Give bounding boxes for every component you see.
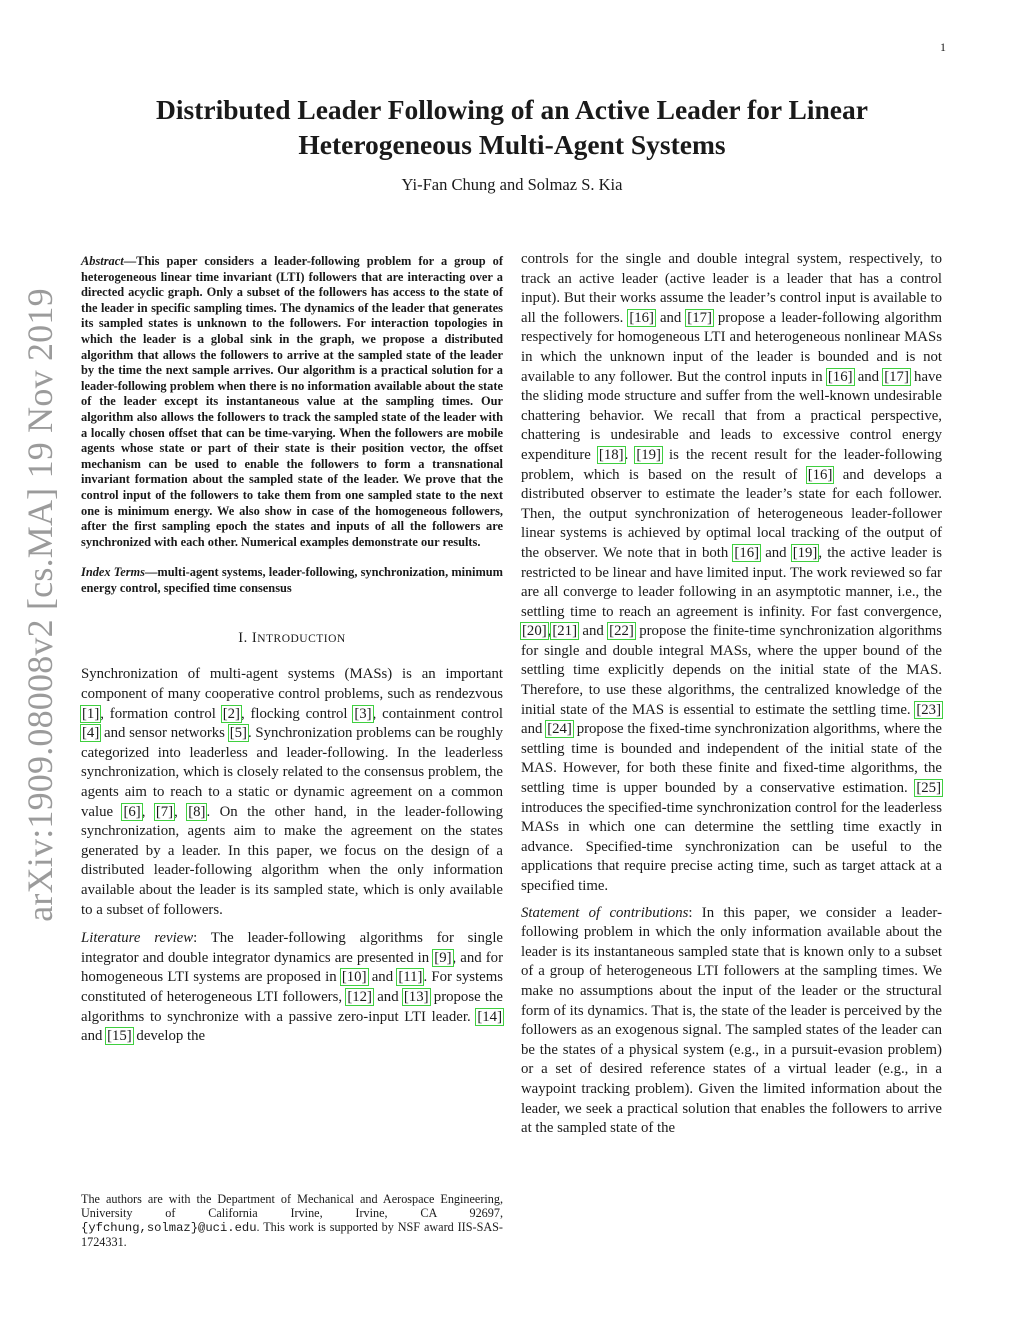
- text: have the sliding mode structure and suffer from the well-known undesirable chattering behavior. We recall that from a practical perspective, chattering is undesirable and leads to excessive control energy expenditure: [521, 368, 942, 463]
- intro-paragraph-1: [81, 665, 503, 920]
- citation-link[interactable]: [19]: [636, 446, 661, 463]
- index-terms-label: Index Terms: [81, 565, 146, 580]
- text: : In this paper, we consider a leader-following problem in which the only information available about the leader is its instantaneous sampled state that is known only to a subset of a group of heterogeneous LTI followers at the sampling times. We make no assumptions about the input of the leader or the structural form of its dynamics. That is, the state of the leader is perceived by the followers as an exogenous signal. The sampled states of the leader can be the states of a physical system (e.g., in a pursuit-evasion problem) or a set of desired reference states of a virtual leader (e.g., in a waypoint tracking problem). Given the limited information about the leader, we seek a practical solution that enables the followers to arrive at the sampled state of the: [521, 904, 942, 1137]
- citation-link[interactable]: [11]: [398, 969, 423, 986]
- section-heading-introduction: [81, 630, 503, 647]
- section-title-initial: I: [251, 630, 258, 647]
- author-list: Yi-Fan Chung and Solmaz S. Kia: [401, 175, 623, 194]
- paragraph-label: Statement of contributions: [521, 904, 689, 921]
- citation-link[interactable]: [7]: [155, 803, 174, 820]
- citation-link[interactable]: [14]: [477, 1008, 502, 1025]
- text: . On the other hand, in the leader-following synchronization, agents aim to make the agreement on the states generated by a leader. In this paper, we focus on the design of a distributed leader-following algorithm when the only information available about the leader is its sampled state, which is only available to a subset of followers.: [81, 803, 503, 918]
- text: and sensor networks: [100, 725, 229, 742]
- text: and: [367, 969, 398, 986]
- text: : The leader-following algorithms for single integrator and double integrator dynamics are presented in: [81, 930, 503, 966]
- text: and: [521, 721, 547, 738]
- text: The authors are with the Department of Mechanical and Aerospace Engineering, University of California Irvine, Irvine, CA 92697,: [81, 1192, 503, 1220]
- citation-link[interactable]: [8]: [188, 803, 206, 820]
- text: propose a leader-following algorithm respectively for homogeneous LTI and heterogeneous nonlinear MASs in which the unknown input of the leader is bounded and is not available to any follower. But the control inputs in: [521, 309, 942, 385]
- abstract-text: —This paper considers a leader-following problem for a group of heterogeneous linear time invariant (LTI) followers that are interacting over a directed acyclic graph. Only a subset of the followers has access to the state of the leader in specific sampling times. The dynamics of the leader that generates its sampled states is unknown to the followers. For interaction topologies in which the leader is a global sink in the graph, we propose a distributed algorithm that allows the followers to arrive at the sampled state of the leader by the time the next sample arrives. Our algorithm is a practical solution for a leader-following problem when there is no information available about the state of the leader except its instantaneous value at the sampling times. Our algorithm also allows the followers to track the sampled state of the leader with a locally chosen offset that can be time-varying. When the followers are mobile agents whose state or part of their state is their position vector, the offset mechanism can be used to enable the followers to form a transnational invariant formation about the sampled state of the leader. We prove that the control input of the followers to take them from one sampled state to the next one is minimum energy. We also show in case of the homogeneous followers, after the first sampling epoch the states and inputs of all the followers are synchronized with each other. Numerical examples demonstrate our results.: [81, 254, 503, 549]
- arxiv-stamp: [20, 288, 60, 922]
- text: introduces the specified-time synchronization control for the leaderless MASs in which one can determine the settling time exactly in advance. Specified-time synchronization can be useful to the applications that require precise acting time, such as target attack at a specified time.: [521, 799, 942, 894]
- text: propose the algorithms to synchronize with a passive zero-input LTI leader.: [81, 988, 503, 1025]
- text: .: [624, 446, 636, 463]
- citation-link[interactable]: [20]: [522, 623, 547, 640]
- text: propose the fixed-time synchronization algorithms, where the settling time is bounded and independent of the initial state of the MAS. However, for both these finite and fixed-time algorithms, the settling time is upper bounded by a conservative estimation.: [521, 721, 942, 797]
- citation-link[interactable]: [9]: [434, 949, 452, 966]
- citation-link[interactable]: [17]: [687, 309, 712, 326]
- text: , formation control: [100, 705, 222, 722]
- section-number: I.: [238, 630, 252, 647]
- text: develop the: [132, 1028, 206, 1045]
- text: , the active leader is restricted to be linear and have limited input. The work reviewed so far are all converge to leader following in an asymptotic manner, i.e., the settling time to reach an agreement is infinity. For fast convergence,: [521, 544, 943, 620]
- right-column: [521, 250, 942, 1146]
- citation-link[interactable]: [24]: [547, 721, 572, 738]
- citation-link[interactable]: [5]: [229, 725, 247, 742]
- abstract: [81, 254, 503, 550]
- citation-link[interactable]: [18]: [598, 446, 624, 463]
- citation-link[interactable]: [13]: [403, 988, 429, 1005]
- text: and: [81, 1028, 107, 1045]
- citation-link[interactable]: [19]: [792, 544, 818, 561]
- text: , and for homogeneous LTI systems are proposed in: [81, 949, 503, 986]
- text: ,: [141, 803, 155, 820]
- title-line-2: Heterogeneous Multi-Agent Systems: [298, 129, 726, 160]
- citation-link[interactable]: [12]: [347, 988, 372, 1005]
- text: ,: [174, 803, 188, 820]
- text: and: [578, 623, 609, 640]
- citation-link[interactable]: [1]: [82, 705, 100, 722]
- citation-link[interactable]: [3]: [354, 705, 372, 722]
- index-terms: [81, 565, 503, 596]
- citation-link[interactable]: [16]: [827, 368, 853, 385]
- text: is the recent result for the leader-following problem, which is based on the result of: [521, 446, 942, 483]
- text: , flocking control: [240, 705, 354, 722]
- text: . For systems constituted of heterogeneous LTI followers,: [81, 969, 503, 1005]
- citation-link[interactable]: [16]: [807, 466, 833, 483]
- text: propose the finite-time synchronization algorithms for single and double integral MASs, where the upper bound of the settling time explicitly depends on the initial state of the MAS. Therefore, to use these algorithms, the centralized knowledge of the initial state of the MAS is essential to estimate the settling time.: [521, 623, 942, 718]
- literature-review-paragraph: [81, 929, 503, 1047]
- text: and develops a distributed observer to estimate the leader’s state for each follower. Then, the output synchronization of heterogeneous leader-follower linear systems is achieved by optimal local tracking of the output of the observer. We note that in both: [521, 466, 942, 561]
- citation-link[interactable]: [10]: [341, 969, 367, 986]
- text: . Synchronization problems can be roughly categorized into leaderless and leader-following. In the leaderless synchronization, which is closely related to the consensus problem, the agents aim to reach to a static or dynamic agreement on a common value: [81, 725, 504, 820]
- citation-link[interactable]: [21]: [552, 623, 578, 640]
- text: . This work is supported by NSF award IIS-SAS-1724331.: [81, 1220, 503, 1249]
- citation-link[interactable]: [2]: [222, 705, 240, 722]
- left-column: [81, 254, 503, 1056]
- contributions-paragraph: [521, 904, 942, 1139]
- citation-link[interactable]: [6]: [123, 803, 141, 820]
- author-footnote: [81, 1192, 503, 1249]
- citation-link[interactable]: [15]: [107, 1028, 132, 1045]
- paper-title: [100, 92, 924, 162]
- text: ,: [547, 623, 552, 640]
- abstract-label: Abstract: [81, 254, 124, 268]
- text: controls for the single and double integral system, respectively, to track an active leader (active leader is a leader that has a control input). But their works assume the leader’s control input is available to all the followers.: [521, 251, 942, 326]
- text: and: [654, 309, 687, 326]
- text: and: [760, 544, 792, 561]
- literature-review-continued: [521, 250, 942, 897]
- citation-link[interactable]: [16]: [734, 544, 760, 561]
- citation-link[interactable]: [22]: [609, 623, 634, 640]
- citation-link[interactable]: [17]: [884, 368, 909, 385]
- author-emails[interactable]: {yfchung,solmaz}@uci.edu: [81, 1221, 257, 1235]
- text: and: [372, 988, 403, 1005]
- text: and: [853, 368, 884, 385]
- title-line-1: Distributed Leader Following of an Active Leader for Linear: [156, 94, 868, 125]
- paragraph-label: Literature review: [81, 930, 194, 947]
- text: , containment control: [372, 705, 503, 722]
- citation-link[interactable]: [4]: [82, 725, 100, 742]
- citation-link[interactable]: [23]: [916, 701, 941, 718]
- citation-link[interactable]: [25]: [916, 780, 941, 797]
- citation-link[interactable]: [16]: [629, 309, 654, 326]
- page-number: 1: [940, 40, 946, 54]
- arxiv-stamp-text: arXiv:1909.08008v2 [cs.MA] 19 Nov 2019: [20, 288, 60, 922]
- section-title-rest: NTRODUCTION: [257, 633, 346, 646]
- index-terms-text: —multi-agent systems, leader-following, synchronization, minimum energy control, specified time consensus: [81, 565, 503, 595]
- text: Synchronization of multi-agent systems (MASs) is an important component of many cooperative control problems, such as rendezvous: [81, 666, 503, 703]
